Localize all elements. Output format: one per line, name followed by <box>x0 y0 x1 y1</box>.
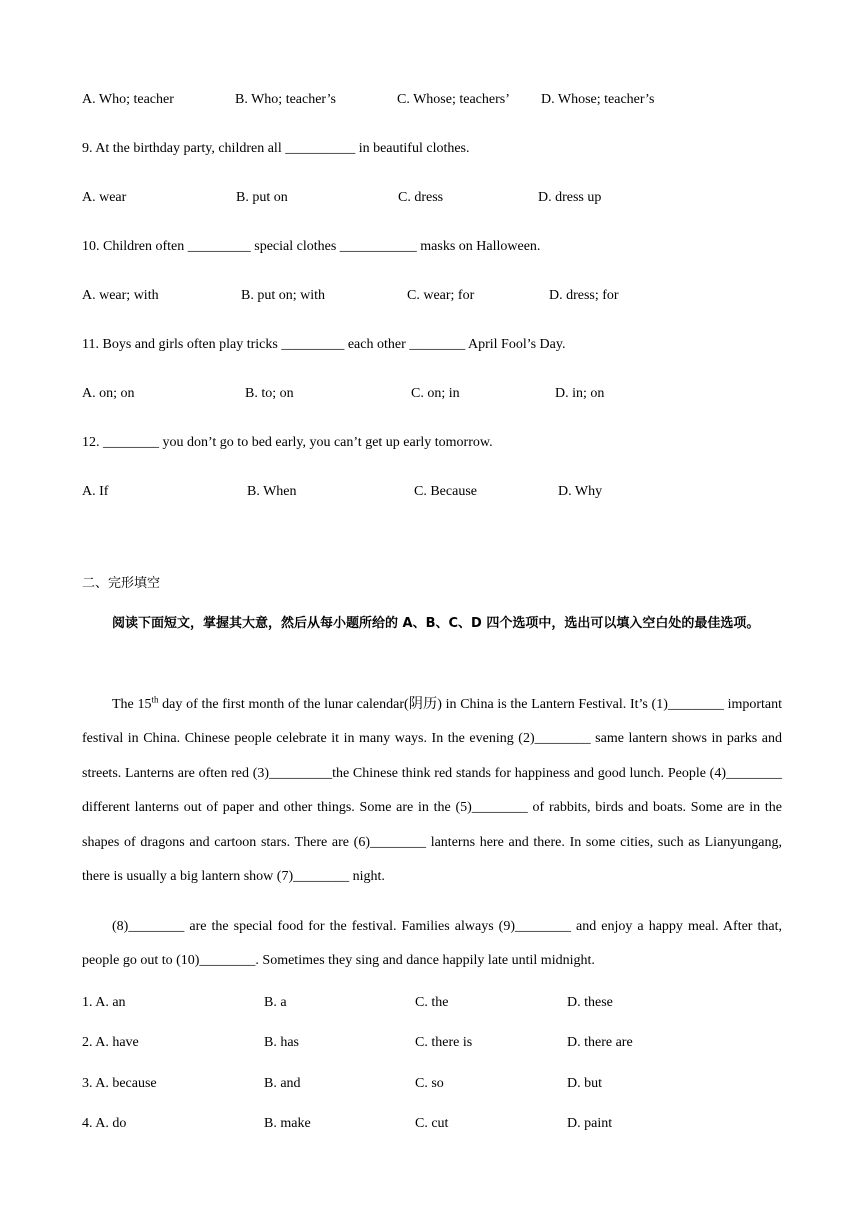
cloze-1-option-a: 1. A. an <box>82 995 126 1010</box>
q11-option-a: A. on; on <box>82 386 135 401</box>
q10-options <box>0 287 860 305</box>
q8-option-c: C. Whose; teachers’ <box>397 92 510 107</box>
q11-option-c: C. on; in <box>411 386 460 401</box>
cloze-2-option-c: C. there is <box>415 1035 473 1050</box>
superscript-th: th <box>151 694 159 705</box>
passage-paragraph-1 <box>82 688 782 894</box>
q12-stem: 12. ________ you don’t go to bed early, you can’t get up early tomorrow. <box>82 435 493 450</box>
section-instruction: 阅读下面短文，掌握其大意，然后从每小题所给的 A、B、C、D 四个选项中，选出可以填入空白处的最佳选项。 <box>112 616 760 631</box>
q12-option-d: D. Why <box>558 484 603 499</box>
cloze-3-option-b: B. and <box>264 1076 301 1091</box>
cloze-3-option-a: 3. A. because <box>82 1076 157 1091</box>
cloze-1-option-b: B. a <box>264 995 287 1010</box>
q10-stem: 10. Children often _________ special clothes ___________ masks on Halloween. <box>82 239 541 254</box>
cloze-4-option-d: D. paint <box>567 1116 613 1131</box>
cloze-1-option-d: D. these <box>567 995 613 1010</box>
cloze-options-1 <box>0 994 860 1012</box>
passage-p1-start: The 15 <box>112 697 152 712</box>
q9-stem: 9. At the birthday party, children all __________ in beautiful clothes. <box>82 141 470 156</box>
cloze-3-option-d: D. but <box>567 1076 602 1091</box>
q11-option-b: B. to; on <box>245 386 294 401</box>
q8-option-d: D. Whose; teacher’s <box>541 92 655 107</box>
cloze-2-option-a: 2. A. have <box>82 1035 139 1050</box>
q9-option-c: C. dress <box>398 190 444 205</box>
q8-option-b: B. Who; teacher’s <box>235 92 336 107</box>
q9-option-a: A. wear <box>82 190 127 205</box>
q10-option-c: C. wear; for <box>407 288 475 303</box>
cloze-3-option-c: C. so <box>415 1076 444 1091</box>
q12-options <box>0 483 860 501</box>
q8-options <box>0 91 860 109</box>
passage-paragraph-2: (8)________ are the special food for the festival. Families always (9)________ and enjoy a happy meal. After that, people go out to (10)________. Sometimes they sing and dance happily late until midnight. <box>82 919 782 969</box>
q10-option-b: B. put on; with <box>241 288 326 303</box>
q8-option-a: A. Who; teacher <box>82 92 174 107</box>
cloze-1-option-c: C. the <box>415 995 449 1010</box>
q11-option-d: D. in; on <box>555 386 605 401</box>
cloze-4-option-a: 4. A. do <box>82 1116 127 1131</box>
q12-option-a: A. If <box>82 484 109 499</box>
q11-stem: 11. Boys and girls often play tricks _________ each other ________ April Fool’s Day. <box>82 337 566 352</box>
cloze-2-option-d: D. there are <box>567 1035 633 1050</box>
passage-p1-rest: day of the first month of the lunar calendar(阴历) in China is the Lantern Festival. It’s (1)________ important festival in China. Chinese people celebrate it in many ways. In the evening (2)________ same lantern shows in parks and streets. Lanterns are often red (3)_________the Chinese think red stands for happiness and good lunch. People (4)________ different lanterns out of paper and other things. Some are in the (5)________ of rabbits, birds and boats. Some are in the shapes of dragons and cartoon stars. There are (6)________ lanterns here and there. In some cities, such as Lianyungang, there is usually a big lantern show (7)________ night. <box>82 697 783 885</box>
cloze-options-4 <box>0 1115 860 1133</box>
q12-option-b: B. When <box>247 484 297 499</box>
q9-options <box>0 189 860 207</box>
cloze-options-2 <box>0 1034 860 1052</box>
q9-option-b: B. put on <box>236 190 288 205</box>
cloze-4-option-c: C. cut <box>415 1116 449 1131</box>
cloze-4-option-b: B. make <box>264 1116 311 1131</box>
q11-options <box>0 385 860 403</box>
q10-option-d: D. dress; for <box>549 288 619 303</box>
q12-option-c: C. Because <box>414 484 477 499</box>
cloze-options-3 <box>0 1075 860 1093</box>
q9-option-d: D. dress up <box>538 190 602 205</box>
cloze-2-option-b: B. has <box>264 1035 299 1050</box>
q10-option-a: A. wear; with <box>82 288 159 303</box>
section-heading: 二、完形填空 <box>82 576 161 591</box>
